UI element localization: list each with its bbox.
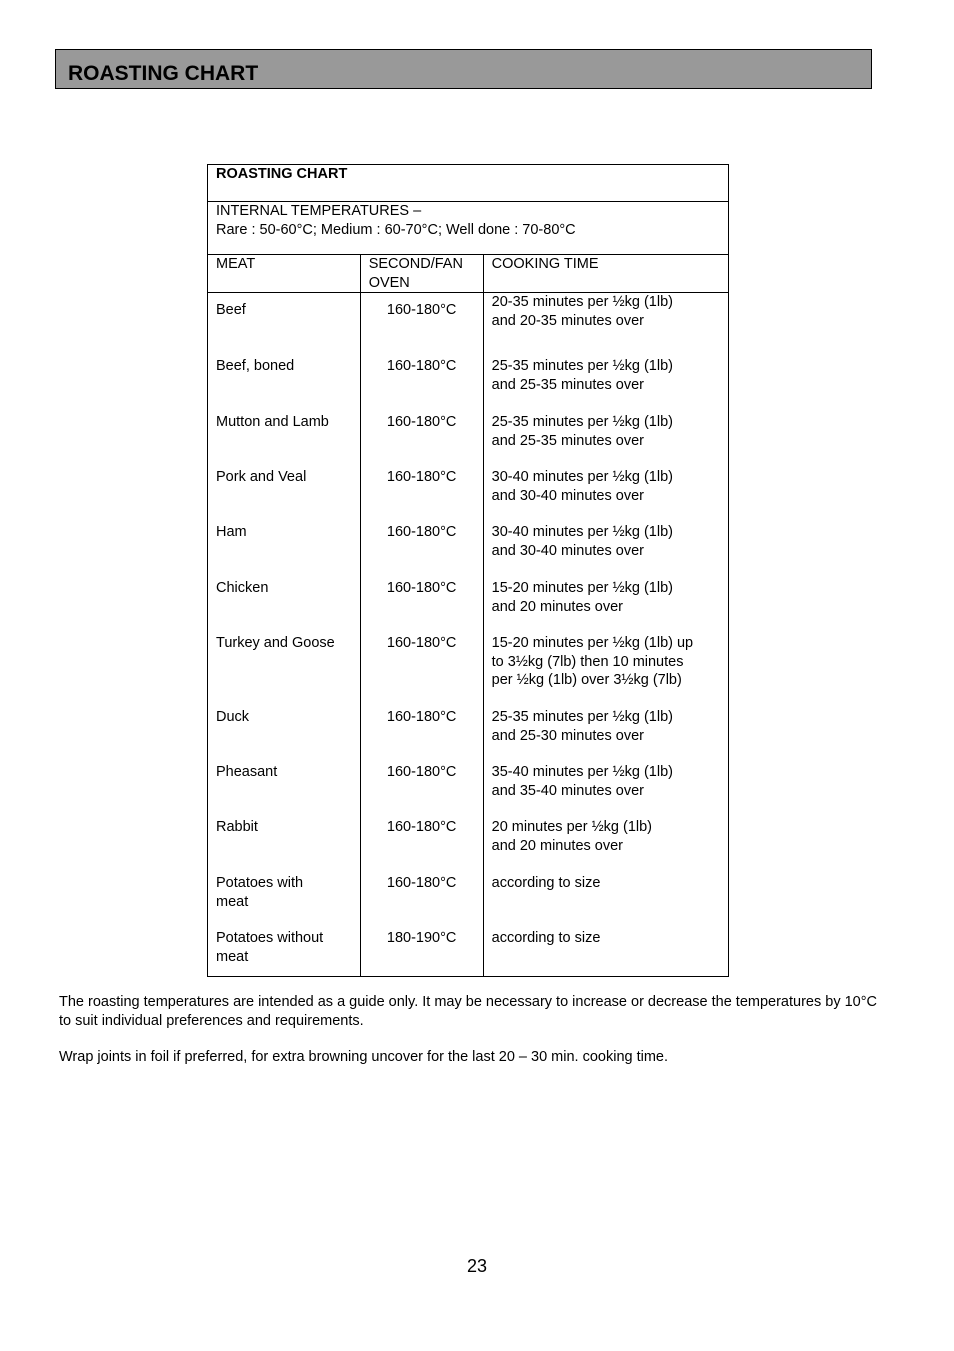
meat-cell [216, 348, 352, 404]
column-header-oven [360, 255, 483, 293]
cooking-time-cell [492, 699, 720, 754]
meat-column [208, 293, 361, 977]
table-title: ROASTING CHART [208, 165, 729, 202]
section-title: ROASTING CHART [68, 62, 259, 85]
oven-temperature-cell: 160-180°C [386, 469, 457, 485]
meat-name: Pork and Veal [216, 469, 307, 485]
cooking-time-line: and 20 minutes over [491, 598, 624, 615]
notes [59, 993, 877, 1067]
meat-cell [216, 293, 352, 348]
cooking-time-column [483, 293, 728, 977]
oven-temperature-cell: 160-180°C [386, 524, 457, 540]
cooking-time-line: 20-35 minutes per ½kg (1lb) [491, 294, 673, 310]
cooking-time-line: 25-35 minutes per ½kg (1lb) [491, 358, 673, 374]
cooking-time-line: and 30-40 minutes over [491, 487, 644, 504]
cooking-time-line: and 20 minutes over [491, 837, 624, 854]
oven-temperature-cell: 160-180°C [386, 358, 457, 374]
meat-cell [216, 625, 352, 699]
meat-name: Pheasant [216, 764, 278, 780]
page-number: 23 [466, 1256, 488, 1276]
cooking-time-cell [492, 570, 720, 625]
oven-temperature-cell: 160-180°C [386, 764, 457, 780]
cooking-time-line: 30-40 minutes per ½kg (1lb) [491, 524, 673, 540]
table-title-row [208, 165, 729, 202]
cooking-time-cell [492, 404, 720, 459]
oven-temperature-cell: 160-180°C [386, 302, 457, 318]
cooking-time-line: and 30-40 minutes over [491, 542, 644, 559]
meat-name: Beef [216, 302, 246, 318]
cooking-time-cell [492, 514, 720, 570]
cooking-time-line: according to size [491, 875, 601, 891]
cooking-time-line: and 25-35 minutes over [491, 376, 644, 393]
oven-temperature-cell: 160-180°C [386, 819, 457, 835]
meat-cell [216, 699, 352, 754]
meat-name: Beef, boned [216, 358, 295, 374]
meat-cell [216, 514, 352, 570]
cooking-time-line: and 25-35 minutes over [491, 432, 644, 449]
meat-cell [216, 920, 352, 976]
meat-name: Chicken [216, 580, 269, 596]
oven-temperature-column [360, 293, 483, 977]
meat-name: Turkey and Goose [216, 635, 335, 651]
meat-cell [216, 754, 352, 809]
meat-cell [216, 404, 352, 459]
cooking-time-line: 25-35 minutes per ½kg (1lb) [491, 709, 673, 725]
meat-name: Potatoes with [216, 875, 304, 891]
roasting-chart-table [207, 164, 729, 977]
meat-cell [216, 459, 352, 514]
cooking-time-line: 30-40 minutes per ½kg (1lb) [491, 469, 673, 485]
cooking-time-line: per ½kg (1lb) over 3½kg (7lb) [491, 672, 682, 688]
oven-temperature-cell: 160-180°C [386, 709, 457, 725]
internal-temperatures-values: Rare : 50-60°C; Medium : 60-70°C; Well done : 70-80°C [216, 221, 576, 238]
oven-temperature-cell: 180-190°C [386, 930, 457, 946]
column-header-row [208, 255, 729, 293]
cooking-time-line: 25-35 minutes per ½kg (1lb) [491, 414, 673, 430]
meat-name: Duck [216, 709, 250, 725]
cooking-time-cell [492, 754, 720, 809]
meat-name-cont: meat [216, 893, 249, 910]
cooking-time-line: and 25-30 minutes over [491, 727, 644, 744]
meat-name: Ham [216, 524, 247, 540]
internal-temperatures-row [208, 202, 729, 255]
column-header-oven-line1: SECOND/FAN [368, 256, 463, 272]
meat-cell [216, 570, 352, 625]
cooking-time-line: 35-40 minutes per ½kg (1lb) [491, 764, 673, 780]
cooking-time-line: and 35-40 minutes over [491, 782, 644, 799]
column-header-cooking-time: COOKING TIME [483, 255, 728, 293]
table-body-row [208, 293, 729, 977]
section-header [55, 49, 872, 89]
meat-cell [216, 865, 352, 920]
cooking-time-cell [492, 459, 720, 514]
oven-temperature-cell: 160-180°C [386, 414, 457, 430]
internal-temperatures-heading: INTERNAL TEMPERATURES – [216, 203, 422, 219]
cooking-time-cell [492, 920, 720, 976]
note-foil-wrapping: Wrap joints in foil if preferred, for extra browning uncover for the last 20 – 30 min. cooking time. [59, 1049, 669, 1065]
cooking-time-cell [492, 865, 720, 920]
cooking-time-line: 20 minutes per ½kg (1lb) [491, 819, 653, 835]
column-header-oven-line2: OVEN [368, 274, 410, 291]
internal-temperatures [208, 202, 729, 255]
meat-name-cont: meat [216, 948, 249, 965]
oven-temperature-cell: 160-180°C [386, 580, 457, 596]
cooking-time-cell [492, 809, 720, 865]
note-temperature-guide: The roasting temperatures are intended as a guide only. It may be necessary to increase or decrease the temperatures by 10°C to suit individual preferences and requirements. [59, 994, 877, 1029]
cooking-time-line: according to size [491, 930, 601, 946]
column-header-meat: MEAT [208, 255, 361, 293]
cooking-time-line: to 3½kg (7lb) then 10 minutes [491, 653, 684, 670]
meat-name: Mutton and Lamb [216, 414, 329, 430]
cooking-time-cell [492, 625, 720, 699]
cooking-time-line: 15-20 minutes per ½kg (1lb) [491, 580, 673, 596]
cooking-time-line: 15-20 minutes per ½kg (1lb) up [491, 635, 694, 651]
meat-cell [216, 809, 352, 865]
cooking-time-cell [492, 348, 720, 404]
oven-temperature-cell: 160-180°C [386, 875, 457, 891]
oven-temperature-cell: 160-180°C [386, 635, 457, 651]
cooking-time-line: and 20-35 minutes over [491, 312, 644, 329]
cooking-time-cell [492, 293, 720, 348]
meat-name: Potatoes without [216, 930, 324, 946]
meat-name: Rabbit [216, 819, 258, 835]
